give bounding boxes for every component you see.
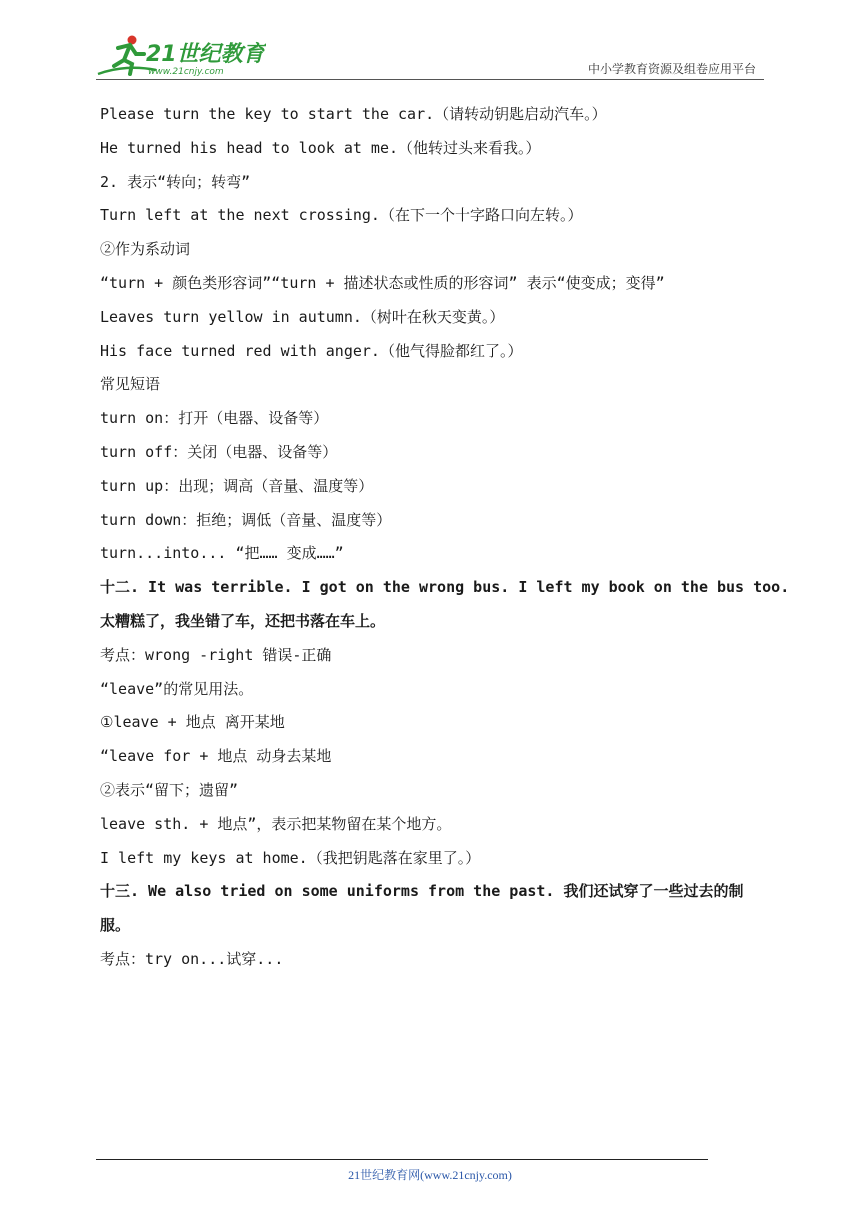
heading-line: 十二. It was terrible. I got on the wrong bus. I left my book on the bus too. [100,578,790,597]
text-line: turn off：关闭（电器、设备等） [100,442,338,461]
text-line: turn down：拒绝；调低（音量、温度等） [100,510,392,529]
text-line: 考点：wrong -right 错误-正确 [100,645,332,664]
heading-line: 太糟糕了，我坐错了车，还把书落在车上。 [100,611,386,630]
text-line: ②作为系动词 [100,240,191,259]
header-divider [96,79,764,80]
text-line: His face turned red with anger.（他气得脸都红了。） [100,341,523,360]
text-line: ②表示“留下；遗留” [100,780,239,799]
text-line: “turn + 颜色类形容词”“turn + 描述状态或性质的形容词” 表示“使变成；变得” [100,273,665,292]
text-line: leave sth. + 地点”，表示把某物留在某个地方。 [100,814,452,833]
text-line: turn on：打开（电器、设备等） [100,409,329,428]
document-body [100,98,790,977]
text-line: Turn left at the next crossing.（在下一个十字路口向左转。） [100,206,583,225]
text-line: 考点：try on...试穿... [100,949,284,968]
text-line: 2. 表示“转向；转弯” [100,172,251,191]
page-header [0,0,860,82]
site-logo [96,34,266,78]
heading-line: 十三. We also tried on some uniforms from the past. 我们还试穿了一些过去的制 [100,882,744,901]
text-line: He turned his head to look at me.（他转过头来看我。） [100,138,541,157]
text-line: “leave”的常见用法。 [100,679,254,698]
heading-line: 服。 [100,916,131,935]
svg-text:21世纪教育: 21世纪教育 [146,42,265,67]
text-line: Leaves turn yellow in autumn.（树叶在秋天变黄。） [100,307,505,326]
text-line: turn...into... “把…… 变成……” [100,544,344,563]
text-line: 常见短语 [100,375,161,394]
text-line: Please turn the key to start the car.（请转动钥匙启动汽车。） [100,105,607,123]
footer-divider [96,1159,708,1160]
svg-text:www.21cnjy.com: www.21cnjy.com [148,67,224,77]
text-line: I left my keys at home.（我把钥匙落在家里了。） [100,848,481,867]
text-line: ①leave + 地点 离开某地 [100,713,285,732]
footer-link[interactable]: 21世纪教育网(www.21cnjy.com) [348,1168,512,1182]
site-tagline: 中小学教育资源及组卷应用平台 [587,62,756,76]
text-line: turn up：出现；调高（音量、温度等） [100,476,374,495]
text-line: “leave for + 地点 动身去某地 [100,747,332,766]
